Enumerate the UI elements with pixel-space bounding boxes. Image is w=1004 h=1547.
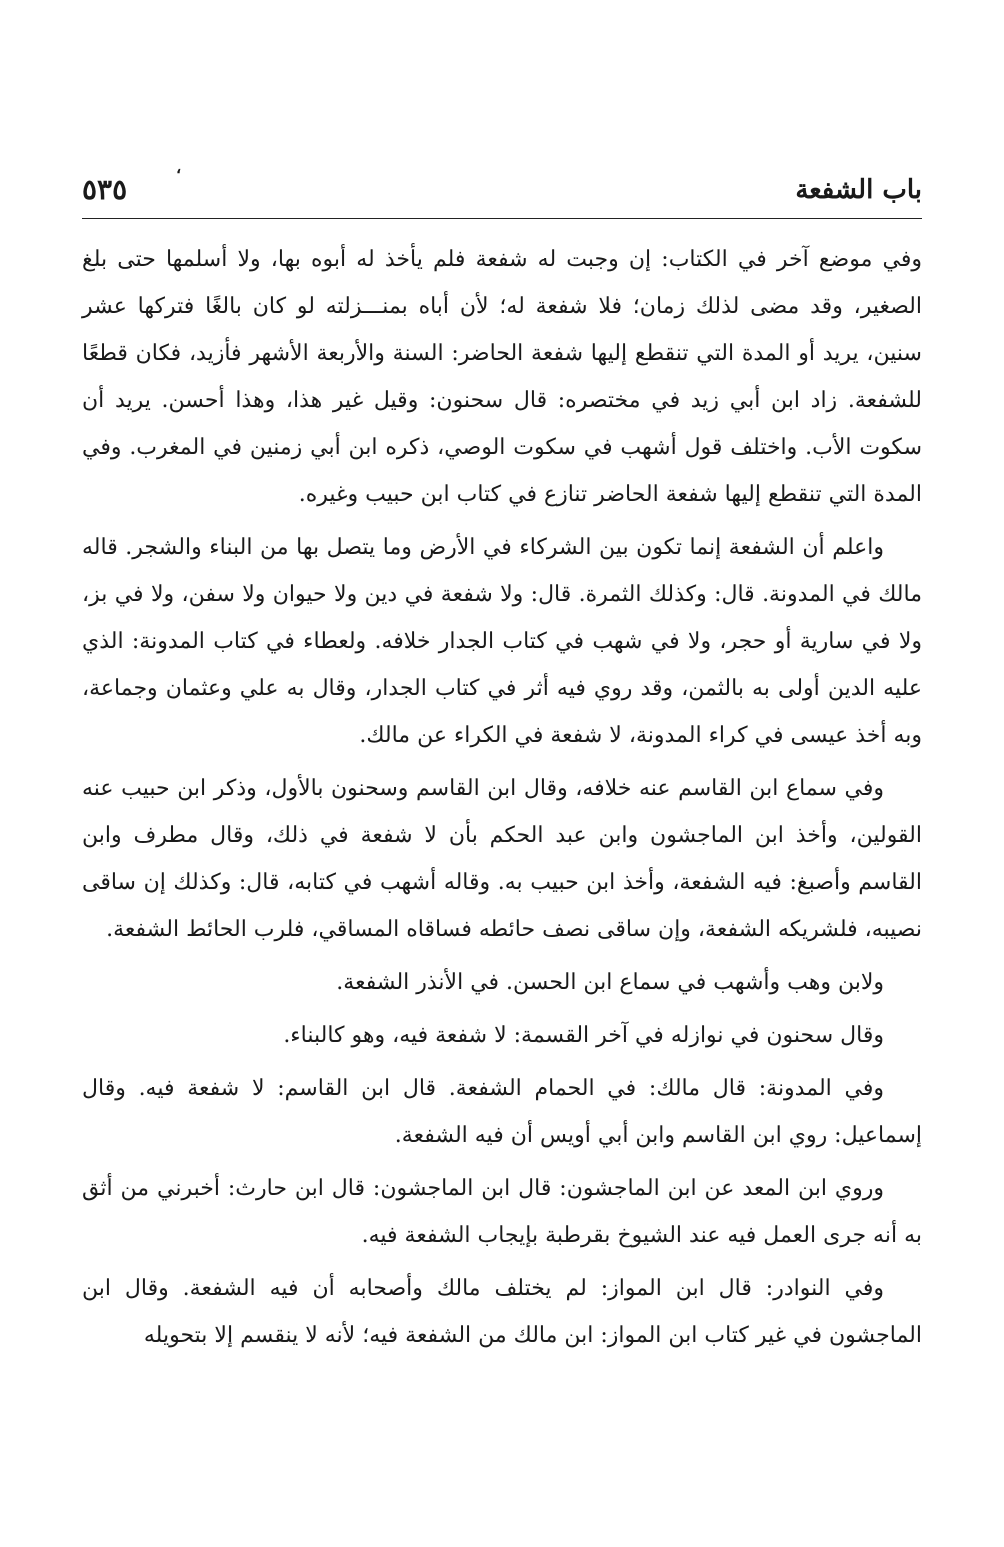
paragraph: وفي سماع ابن القاسم عنه خلافه، وقال ابن القاسم وسحنون بالأول، وذكر ابن حبيب عنه القولين، وأخذ ابن الماجشون وابن عبد الحكم بأن لا شفعة في ذلك، وقال مطرف وابن القاسم وأصبغ: فيه الشفعة، وأخذ ابن حبيب به. وقاله أشهب في كتابه، قال: وكذلك إن ساقى نصيبه، فلشريكه الشفعة، وإن ساقى نصف حائطه فساقاه المساقي، فلرب الحائط الشفعة. (82, 776, 922, 942)
paragraph: ولابن وهب وأشهب في سماع ابن الحسن. في الأنذر الشفعة. (336, 970, 884, 995)
paragraph: وفي النوادر: قال ابن المواز: لم يختلف مالك وأصحابه أن فيه الشفعة. وقال ابن الماجشون في غير كتاب ابن المواز: ابن مالك من الشفعة فيه؛ لأنه لا ينقسم إلا بتحويله (82, 1276, 922, 1348)
header-divider (82, 218, 922, 219)
chapter-title: باب الشفعة (795, 175, 922, 205)
paragraph: وقال سحنون في نوازله في آخر القسمة: لا شفعة فيه، وهو كالبناء. (283, 1023, 884, 1048)
margin-mark: ، (176, 158, 182, 177)
page-body (82, 236, 922, 1365)
page-header (82, 170, 922, 214)
paragraph: وفي المدونة: قال مالك: في الحمام الشفعة. قال ابن القاسم: لا شفعة فيه. وقال إسماعيل: روي ابن القاسم وابن أبي أويس أن فيه الشفعة. (82, 1076, 922, 1148)
paragraph: وروي ابن المعد عن ابن الماجشون: قال ابن الماجشون: قال ابن حارث: أخبرني من أثق به أنه جرى العمل فيه عند الشيوخ بقرطبة بإيجاب الشفعة فيه. (82, 1176, 922, 1248)
paragraph: وفي موضع آخر في الكتاب: إن وجبت له شفعة فلم يأخذ له أبوه بها، ولا أسلمها حتى بلغ الصغير، وقد مضى لذلك زمان؛ فلا شفعة له؛ لأن أباه بمنـــزلته لو كان بالغًا فتركها عشر سنين، يريد أو المدة التي تنقطع إليها شفعة الحاضر: السنة والأربعة الأشهر فأزيد، فكان قطعًا للشفعة. زاد ابن أبي زيد في مختصره: قال سحنون: وقيل غير هذا، وهذا أحسن. يريد أن سكوت الأب. واختلف قول أشهب في سكوت الوصي، ذكره ابن أبي زمنين في المغرب. وفي المدة التي تنقطع إليها شفعة الحاضر تنازع في كتاب ابن حبيب وغيره. (82, 247, 922, 507)
paragraph: واعلم أن الشفعة إنما تكون بين الشركاء في الأرض وما يتصل بها من البناء والشجر. قاله مالك في المدونة. قال: وكذلك الثمرة. قال: ولا شفعة في دين ولا حيوان ولا سفن، ولا في بز، ولا في سارية أو حجر، ولا في شهب في كتاب الجدار خلافه. ولعطاء في كتاب المدونة: الذي عليه الدين أولى به بالثمن، وقد روي فيه أثر في كتاب الجدار، وقال به علي وعثمان وجماعة، وبه أخذ عيسى في كراء المدونة، لا شفعة في الكراء عن مالك. (82, 535, 922, 748)
page-number: ٥٣٥ (82, 173, 128, 206)
